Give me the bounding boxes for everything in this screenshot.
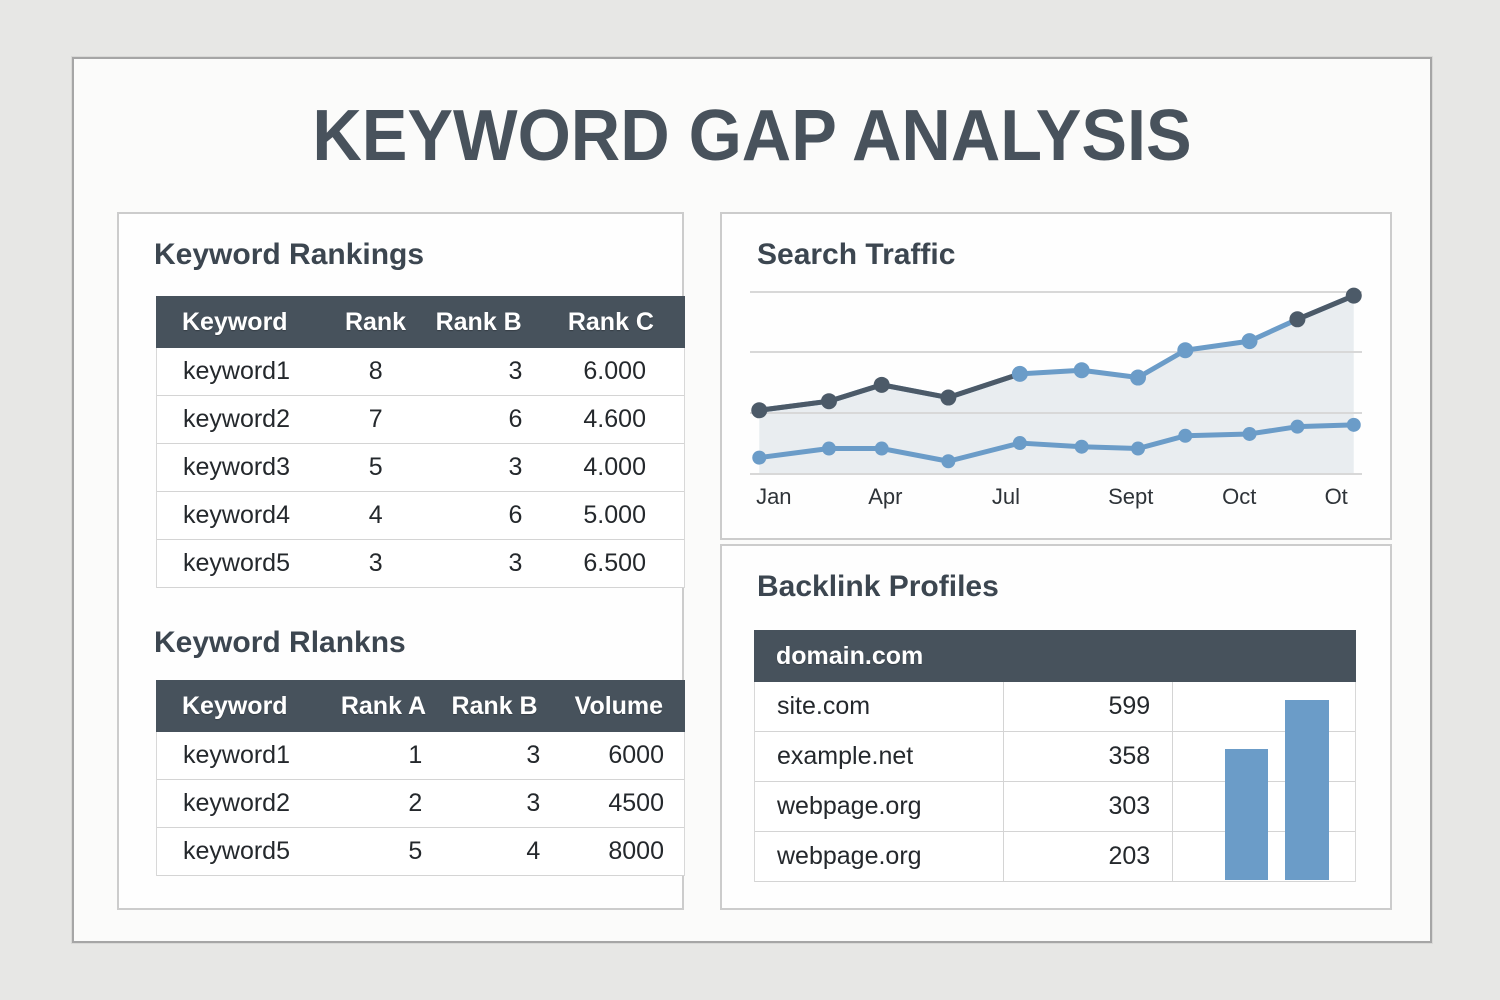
keyword-cell: keyword1 [183,741,290,769]
table-row [157,828,684,876]
rank-b-cell: 6 [508,405,523,433]
table-row [755,682,1355,732]
column-header: Rank C [567,307,654,336]
backlink-count-cell: 599 [1004,682,1173,731]
backlink-count-cell: 358 [1004,732,1173,781]
svg-text:Apr: Apr [868,484,903,509]
domain-cell: webpage.org [755,832,1004,881]
volume-cell: 4500 [608,789,664,817]
search-traffic-chart [750,272,1366,512]
keyword-cell: keyword1 [183,357,290,385]
keyword-cell: keyword5 [183,549,290,577]
rank-c-cell: 6.500 [583,549,646,577]
keyword-rlankns-table [156,680,685,876]
table-row [755,782,1355,832]
rank-b-cell: 3 [526,741,541,769]
domain-cell: example.net [755,732,1004,781]
keyword-cell: keyword5 [183,837,290,865]
keyword-cell: keyword2 [183,789,290,817]
rank-cell: 4 [368,501,383,529]
rank-b-cell: 3 [508,357,523,385]
table-header-row [156,296,685,348]
rank-c-cell: 4.600 [583,405,646,433]
column-header: Keyword [182,691,288,720]
infographic-card [72,57,1432,943]
rank-a-cell: 5 [408,837,423,865]
rank-c-cell: 6.000 [583,357,646,385]
table-row [157,732,684,780]
keyword-cell: keyword3 [183,453,290,481]
bar-chart-cell [1173,832,1355,881]
svg-text:Oct: Oct [1222,484,1257,509]
rank-cell: 8 [368,357,383,385]
column-header: Rank B [435,307,522,336]
rank-a-cell: 1 [408,741,423,769]
table-row [157,444,684,492]
column-header: Rank B [451,691,538,720]
backlink-table [754,630,1356,882]
backlink-profiles-heading: Backlink Profiles [757,570,999,603]
rank-cell: 3 [368,549,383,577]
table-header-row [156,680,685,732]
domain-header: domain.com [776,641,924,670]
rank-cell: 7 [368,405,383,433]
column-header: Rank A [340,691,427,720]
domain-cell: webpage.org [755,782,1004,831]
table-row [157,492,684,540]
backlink-count-cell: 203 [1004,832,1173,881]
search-traffic-heading: Search Traffic [757,238,956,271]
volume-cell: 8000 [608,837,664,865]
bar-chart-cell [1173,782,1355,831]
rank-b-cell: 3 [526,789,541,817]
svg-text:Ot: Ot [1324,484,1348,509]
rank-b-cell: 4 [526,837,541,865]
rank-b-cell: 3 [508,453,523,481]
rank-b-cell: 3 [508,549,523,577]
keyword-cell: keyword4 [183,501,290,529]
table-row [755,732,1355,782]
rank-b-cell: 6 [508,501,523,529]
table-row [157,540,684,588]
table-header-row [754,630,1356,682]
bar-chart-cell [1173,732,1355,781]
column-header: Volume [574,691,664,720]
keyword-panel [117,212,684,910]
svg-text:Jul: Jul [991,484,1020,509]
page-title: KEYWORD GAP ANALYSIS [312,96,1192,176]
column-header: Rank [344,307,407,336]
rank-c-cell: 4.000 [583,453,646,481]
svg-text:Sept: Sept [1108,484,1154,509]
backlink-profiles-panel [720,544,1392,910]
keyword-cell: keyword2 [183,405,290,433]
keyword-rankings-table [156,296,685,588]
rankings-heading: Keyword Rankings [154,238,425,271]
bar-chart-cell [1173,682,1355,731]
domain-cell: site.com [755,682,1004,731]
column-header: Keyword [182,307,288,336]
search-traffic-panel [720,212,1392,540]
volume-cell: 6000 [608,741,664,769]
backlink-count-cell: 303 [1004,782,1173,831]
table-row [157,780,684,828]
rank-c-cell: 5.000 [583,501,646,529]
rank-a-cell: 2 [408,789,423,817]
table-row [157,348,684,396]
rank-cell: 5 [368,453,383,481]
table-row [755,832,1355,882]
table-row [157,396,684,444]
svg-text:Jan: Jan [756,484,792,509]
rlankns-heading: Keyword Rlankns [154,626,406,659]
